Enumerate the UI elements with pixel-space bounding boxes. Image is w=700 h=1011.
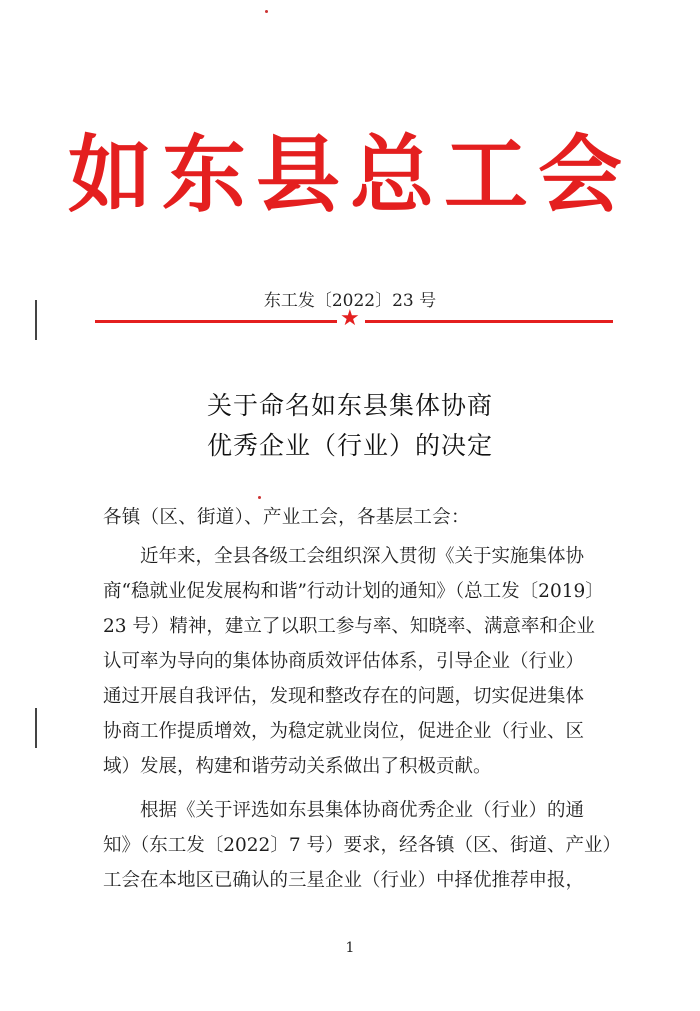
body-line: 工会在本地区已确认的三星企业（行业）中择优推荐申报，	[103, 870, 585, 891]
scan-margin-mark	[35, 708, 37, 748]
body-line: 协商工作提质增效，为稳定就业岗位，促进企业（行业、区	[103, 721, 585, 742]
star-icon: ★	[340, 306, 360, 331]
masthead-title: 如东县总工会	[67, 126, 632, 224]
scan-margin-mark	[35, 300, 37, 340]
body-line: 近年来，全县各级工会组织深入贯彻《关于实施集体协	[103, 546, 585, 567]
salutation: 各镇（区、街道）、产业工会，各基层工会：	[103, 507, 470, 528]
scan-speck	[258, 496, 261, 499]
document-title-line-2: 优秀企业（行业）的决定	[206, 431, 493, 460]
body-line: 知》（东工发〔2022〕7 号）要求，经各镇（区、街道、产业）	[103, 835, 621, 856]
red-divider-right	[365, 320, 613, 323]
body-line: 根据《关于评选如东县集体协商优秀企业（行业）的通	[103, 800, 585, 821]
body-line: 23 号）精神，建立了以职工参与率、知晓率、满意率和企业	[103, 616, 595, 637]
body-line: 通过开展自我评估，发现和整改存在的问题，切实促进集体	[103, 686, 585, 707]
document-title-line-1: 关于命名如东县集体协商	[206, 391, 493, 420]
red-divider-left	[95, 320, 337, 323]
document-number: 东工发〔2022〕23 号	[263, 291, 437, 311]
scan-speck	[265, 10, 268, 13]
page-number: 1	[345, 940, 355, 956]
body-line: 认可率为导向的集体协商质效评估体系，引导企业（行业）	[103, 651, 585, 672]
body-line: 域）发展，构建和谐劳动关系做出了积极贡献。	[103, 756, 492, 777]
body-line: 商“稳就业促发展构和谐”行动计划的通知》（总工发〔2019〕	[103, 581, 604, 602]
